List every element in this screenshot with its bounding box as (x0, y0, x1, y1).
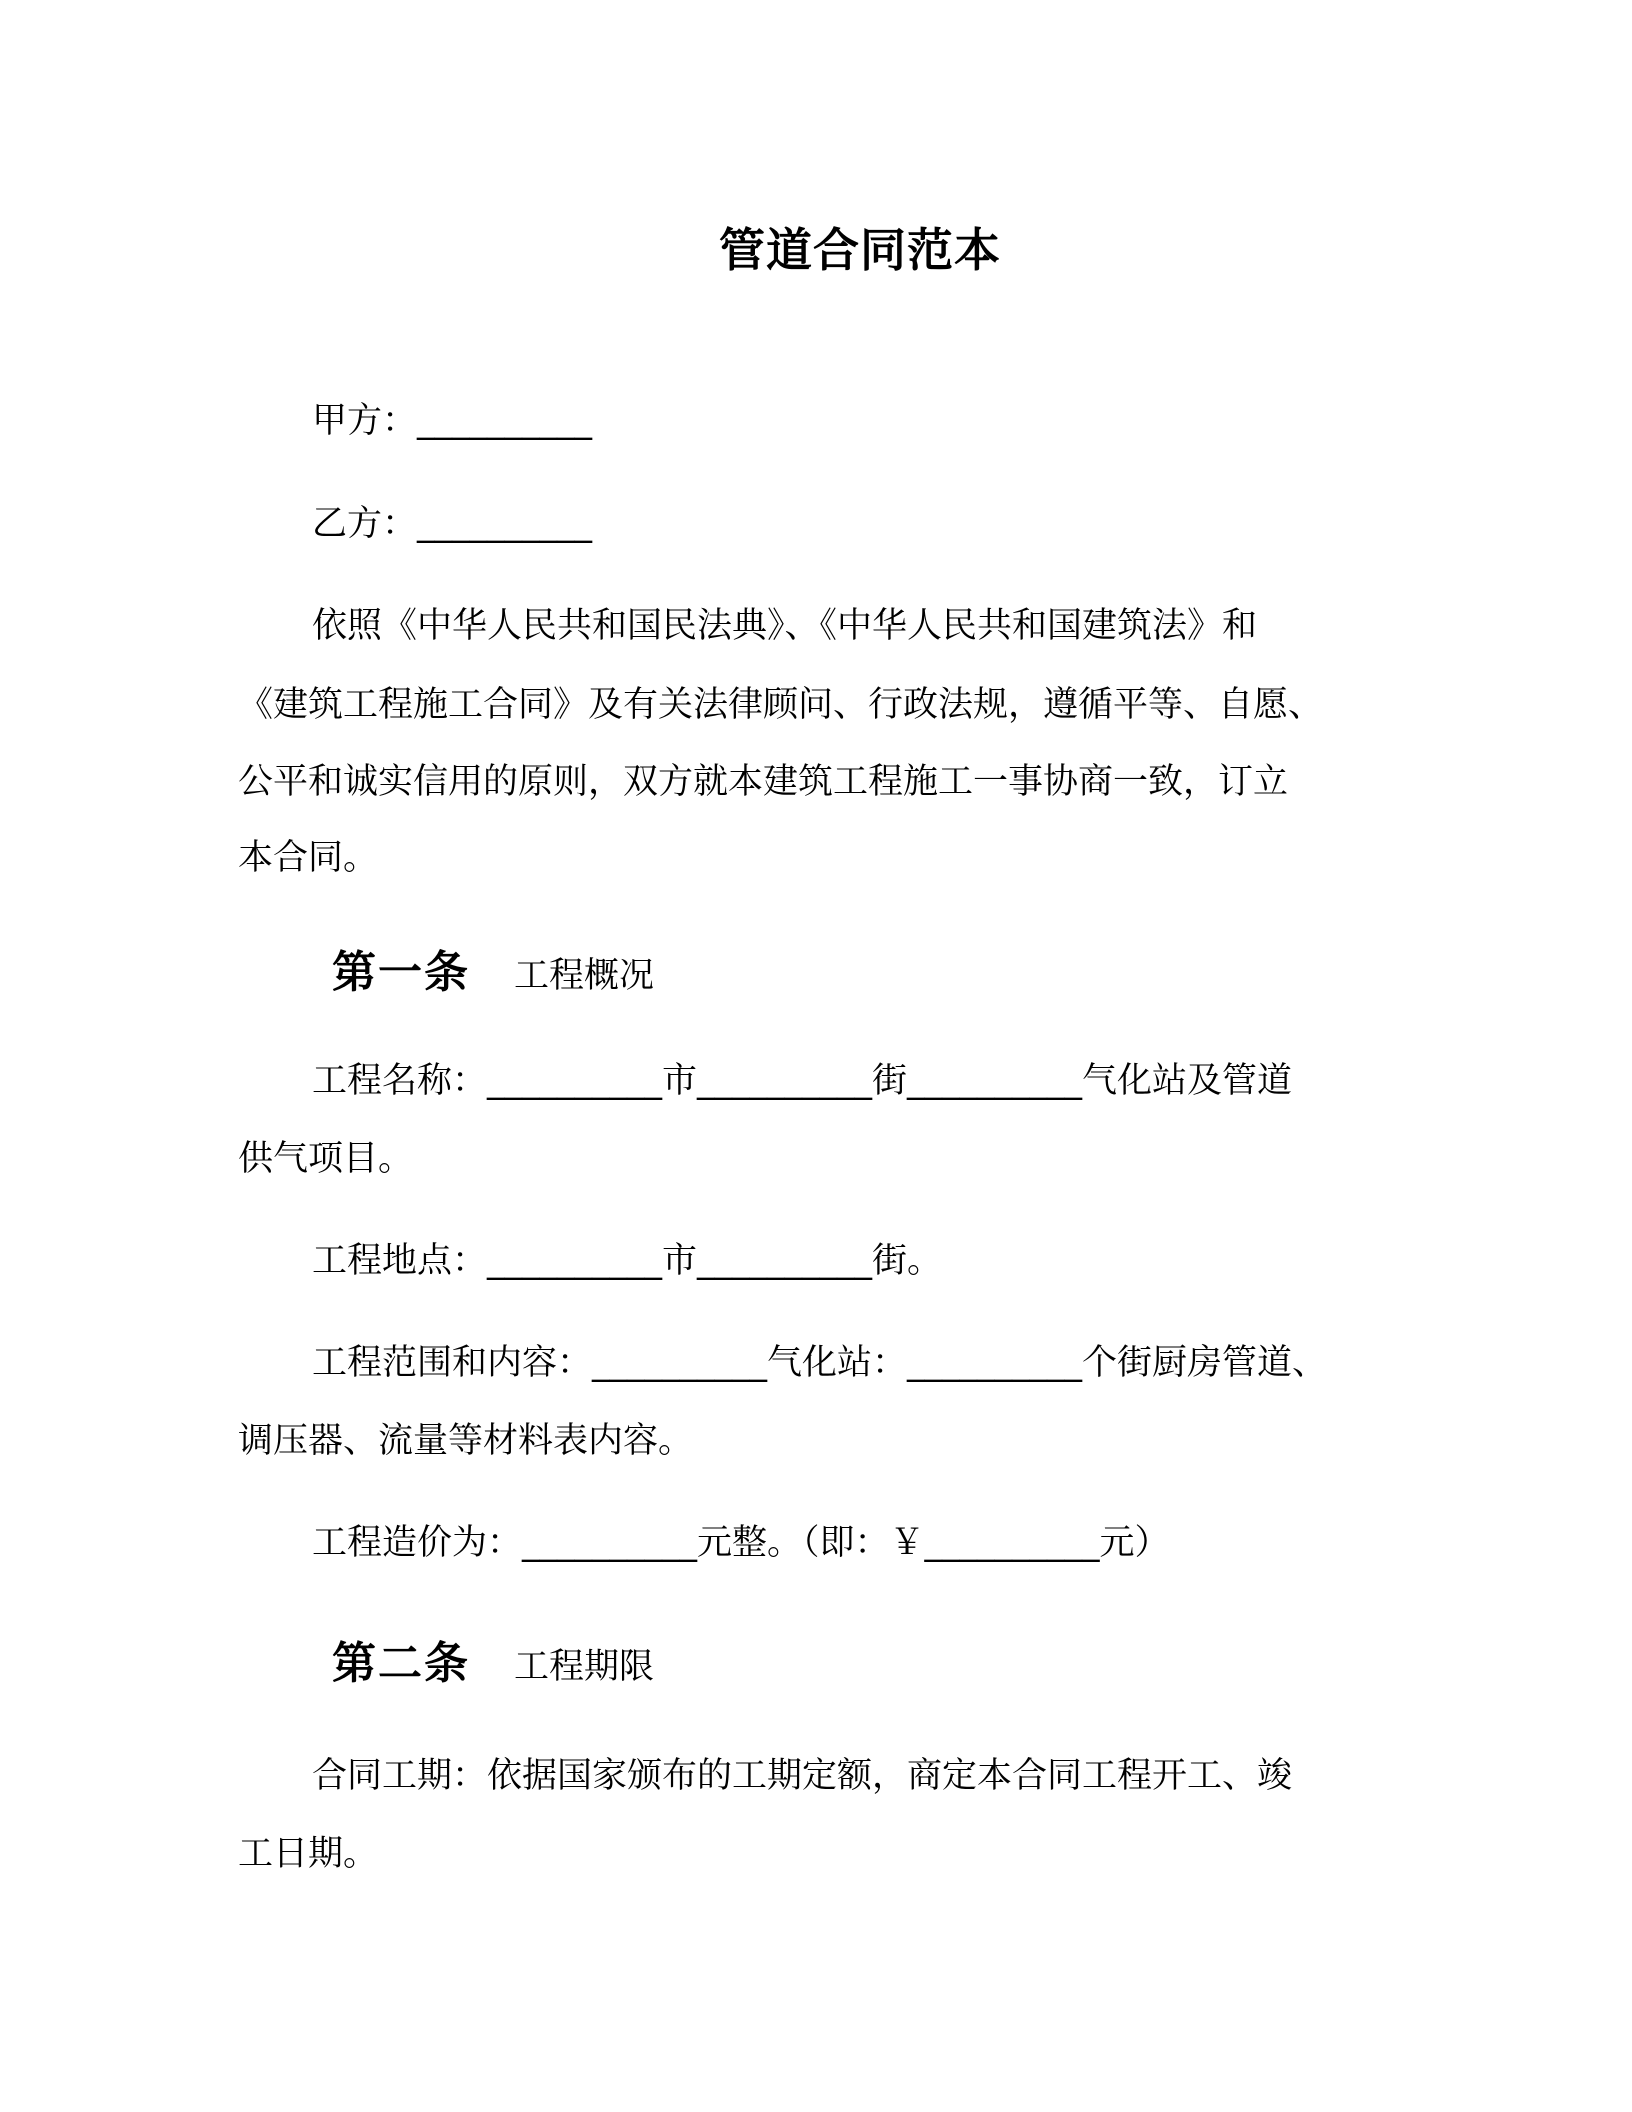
party-a-line: 甲方：__________ (312, 401, 593, 441)
project-cost-line: 工程造价为：__________元整。（即：￥__________元） (312, 1523, 1170, 1563)
preamble-line: 依照《中华人民共和国民法典》、《中华人民共和国建筑法》和 (312, 606, 1258, 646)
article-1-heading (332, 936, 654, 1000)
preamble-line: 本合同。 (238, 838, 379, 878)
project-location-line: 工程地点：__________市__________街。 (312, 1241, 943, 1281)
preamble-line: 公平和诚实信用的原则，双方就本建筑工程施工一事协商一致，订立 (238, 762, 1289, 802)
project-name-line: 工程名称：__________市__________街__________气化站及管道 (312, 1061, 1293, 1101)
party-b-line: 乙方：__________ (312, 504, 593, 544)
project-name-line: 供气项目。 (238, 1139, 414, 1179)
project-scope-line: 工程范围和内容：__________气化站：__________个街厨房管道、 (312, 1343, 1328, 1383)
article-1-title: 工程概况 (514, 956, 655, 996)
contract-period-line: 工日期。 (238, 1834, 379, 1874)
contract-period-line: 合同工期：依据国家颁布的工期定额，商定本合同工程开工、竣 (312, 1756, 1293, 1796)
article-1-number: 第一条 (332, 947, 470, 998)
project-scope-line: 调压器、流量等材料表内容。 (238, 1421, 694, 1461)
document-title: 管道合同范本 (719, 223, 1001, 277)
article-2-number: 第二条 (332, 1638, 470, 1689)
article-2-heading (332, 1627, 654, 1691)
preamble-line: 《建筑工程施工合同》及有关法律顾问、行政法规，遵循平等、自愿、 (238, 685, 1324, 725)
article-2-title: 工程期限 (514, 1647, 655, 1687)
